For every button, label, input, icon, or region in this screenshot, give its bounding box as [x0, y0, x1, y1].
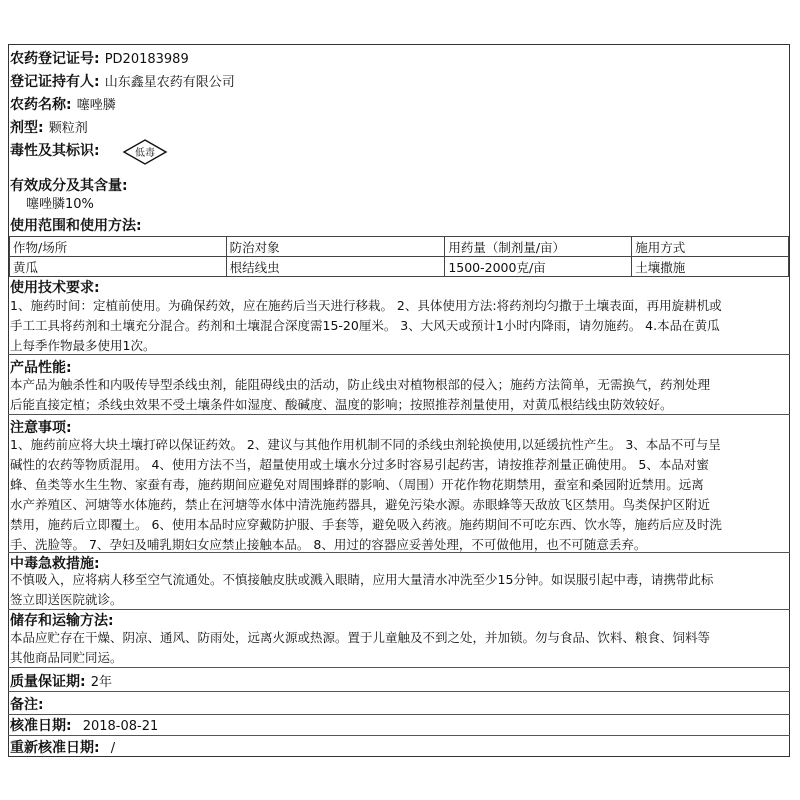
storage-text [10, 628, 790, 668]
formulation-label: 剂型: [10, 120, 44, 136]
notes-line: 蜂、鱼类等水生生物、家蚕有毒，施药期间应避免对周围蜂群的影响、（周围）开花作物花期禁用，蚕室和桑园附近禁用。远离 [10, 477, 704, 492]
storage-line: 其他商品同贮同运。 [10, 650, 123, 665]
name-row [10, 94, 790, 114]
usage-row [10, 257, 789, 277]
usage-header-row [10, 237, 789, 257]
firstaid-line: 签立即送医院就诊。 [10, 592, 123, 607]
approval-label: 核准日期: [10, 718, 72, 734]
reapproval-row [10, 737, 790, 757]
toxicity-icon-text: 低毒 [135, 148, 155, 159]
reapproval-value: / [110, 741, 116, 756]
performance-label: 产品性能: [10, 360, 72, 376]
performance-text [10, 375, 790, 415]
remarks-label: 备注: [10, 697, 44, 713]
tech-label: 使用技术要求: [10, 280, 100, 296]
divider [8, 691, 790, 692]
tech-line: 手工工具将药剂和土壤充分混合。药剂和土壤混合深度需15-20厘米。 3、大风天或预计1小时内降雨，请勿施药。 4.本品在黄瓜 [10, 318, 720, 333]
tech-text [10, 296, 790, 356]
tech-label-row [10, 277, 790, 297]
storage-label: 储存和运输方法: [10, 613, 114, 629]
performance-line: 后能直接定植；杀线虫效果不受土壤条件如湿度、酸碱度、温度的影响；按照推荐剂量使用，对黄瓜根结线虫防效较好。 [10, 397, 673, 412]
registration-label: 农药登记证号: [10, 51, 100, 67]
registration-value: PD20183989 [104, 52, 189, 67]
warranty-row [10, 671, 790, 691]
usage-header-method: 施用方式 [632, 237, 789, 257]
usage-method: 土壤撒施 [632, 257, 789, 277]
firstaid-text [10, 570, 790, 610]
divider [8, 735, 790, 736]
registration-row [10, 48, 790, 68]
remarks-row [10, 694, 790, 714]
name-value: 噻唑膦 [76, 98, 116, 113]
active-value: 噻唑膦10% [26, 197, 94, 212]
notes-line: 1、施药前应将大块土壤打碎以保证药效。 2、建议与其他作用机制不同的杀线虫剂轮换使用,以延缓抗性产生。 3、本品不可与呈 [10, 437, 721, 452]
firstaid-line: 不慎吸入，应将病人移至空气流通处。不慎接触皮肤或溅入眼睛，应用大量清水冲洗至少15分钟。如误服引起中毒，请携带此标 [10, 572, 714, 587]
notes-line: 碱性的农药等物质混用。 4、使用方法不当，超量使用或土壤水分过多时容易引起药害，请按推荐剂量正确使用。 5、本品对蜜 [10, 457, 709, 472]
notes-line: 水产养殖区、河塘等水体施药，禁止在河塘等水体中清洗施药器具，避免污染水源。赤眼蜂等天敌放飞区禁用。鸟类保护区附近 [10, 497, 711, 512]
notes-line: 禁用，施药后立即覆土。 6、使用本品时应穿戴防护服、手套等，避免吸入药液。施药期间不可吃东西、饮水等，施药后应及时洗 [10, 517, 722, 532]
approval-value: 2018-08-21 [82, 719, 159, 734]
usage-target: 根结线虫 [226, 257, 445, 277]
formulation-row [10, 117, 790, 137]
holder-value: 山东鑫星农药有限公司 [104, 75, 235, 90]
toxicity-label: 毒性及其标识: [10, 143, 100, 159]
active-label: 有效成分及其含量: [10, 178, 128, 194]
usage-dosage: 1500-2000克/亩 [445, 257, 632, 277]
notes-line: 手、洗脸等。 7、孕妇及哺乳期妇女应禁止接触本品。 8、用过的容器应妥善处理，不可做他用，也不可随意丢弃。 [10, 537, 647, 552]
usage-header-dosage: 用药量（制剂量/亩） [445, 237, 632, 257]
active-label-row [10, 175, 790, 195]
usage-header-crop: 作物/场所 [10, 237, 227, 257]
tech-line: 上每季作物最多使用1次。 [10, 338, 156, 353]
divider [8, 414, 790, 415]
formulation-value: 颗粒剂 [48, 121, 88, 136]
name-label: 农药名称: [10, 97, 72, 113]
storage-line: 本品应贮存在干燥、阴凉、通风、防雨处，远离火源或热源。置于儿童触及不到之处，并加锁。勿与食品、饮料、粮食、饲料等 [10, 630, 711, 645]
tech-line: 1、施药时间：定植前使用。为确保药效，应在施药后当天进行移栽。 2、具体使用方法:将药剂均匀撒于土壤表面，再用旋耕机或 [10, 298, 722, 313]
holder-row [10, 71, 790, 91]
notes-label: 注意事项: [10, 420, 72, 436]
usage-label-row [10, 215, 790, 235]
notes-text [10, 435, 790, 555]
divider [8, 667, 790, 668]
diamond-toxicity-icon [122, 138, 168, 166]
performance-label-row [10, 357, 790, 377]
performance-line: 本产品为触杀性和内吸传导型杀线虫剂，能阻碍线虫的活动，防止线虫对植物根部的侵入；施药方法简单，无需换气，药剂处理 [10, 377, 711, 392]
active-value-row [26, 193, 790, 212]
warranty-value: 2年 [90, 675, 112, 690]
holder-label: 登记证持有人: [10, 74, 100, 90]
warranty-label: 质量保证期: [10, 674, 86, 690]
reapproval-label: 重新核准日期: [10, 740, 100, 756]
usage-crop: 黄瓜 [10, 257, 227, 277]
usage-table [9, 236, 789, 277]
firstaid-label: 中毒急救措施: [10, 556, 100, 572]
notes-label-row [10, 417, 790, 437]
usage-label: 使用范围和使用方法: [10, 218, 142, 234]
approval-row [10, 715, 790, 735]
storage-label-row [10, 610, 790, 630]
usage-header-target: 防治对象 [226, 237, 445, 257]
divider [8, 354, 790, 355]
